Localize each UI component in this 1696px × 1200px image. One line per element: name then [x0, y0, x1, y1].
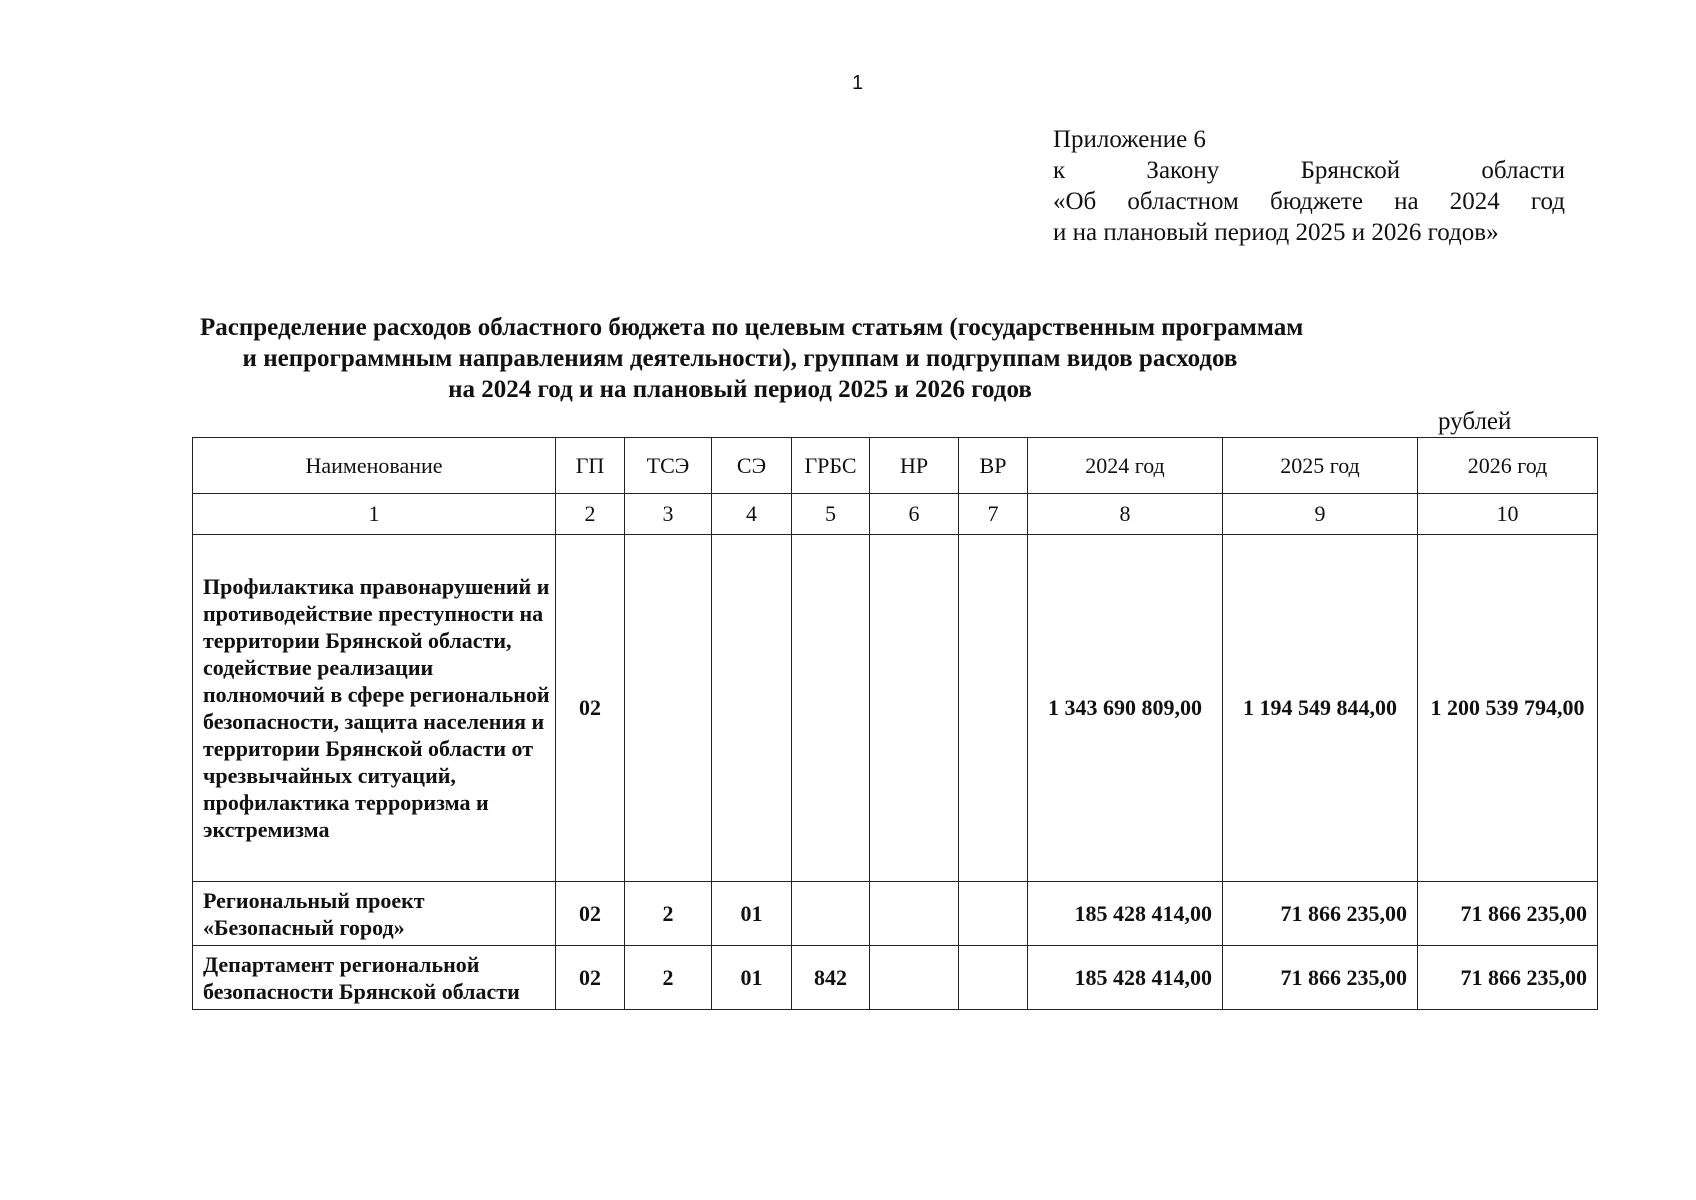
- header-row: [193, 438, 1598, 494]
- row-amount-2024: 185 428 414,00: [1028, 882, 1223, 946]
- row-se: [712, 535, 792, 882]
- header-2025: 2025 год: [1223, 438, 1418, 494]
- page-number: 1: [852, 72, 864, 94]
- row-name: Региональный проект «Безопасный город»: [193, 882, 556, 946]
- row-amount-2024: 1 343 690 809,00: [1028, 535, 1223, 882]
- row-grbs: [792, 535, 870, 882]
- row-se: 01: [712, 882, 792, 946]
- expenditure-table: [192, 437, 1598, 1010]
- header-name: Наименование: [193, 438, 556, 494]
- row-amount-2026: 71 866 235,00: [1418, 946, 1598, 1010]
- column-number: 8: [1028, 494, 1223, 535]
- title-line-2: и непрограммным направлениям деятельности), группам и подгруппам видов расходов: [242, 345, 1238, 372]
- column-number: 3: [625, 494, 712, 535]
- header-tse: ТСЭ: [625, 438, 712, 494]
- header-gp: ГП: [556, 438, 625, 494]
- column-number: 2: [556, 494, 625, 535]
- row-gp: 02: [556, 882, 625, 946]
- row-vr: [959, 882, 1028, 946]
- table-row: [193, 946, 1598, 1010]
- row-amount-2025: 1 194 549 844,00: [1223, 535, 1418, 882]
- row-gp: 02: [556, 946, 625, 1010]
- row-amount-2026: 1 200 539 794,00: [1418, 535, 1598, 882]
- table-row: [193, 535, 1598, 882]
- appendix-line-2: к Закону Брянской области: [1053, 157, 1565, 184]
- row-amount-2026: 71 866 235,00: [1418, 882, 1598, 946]
- header-grbs: ГРБС: [792, 438, 870, 494]
- row-nr: [870, 946, 959, 1010]
- header-2024: 2024 год: [1028, 438, 1223, 494]
- column-number-row: [193, 494, 1598, 535]
- column-number: 1: [193, 494, 556, 535]
- appendix-line-3: «Об областном бюджете на 2024 год: [1053, 188, 1565, 215]
- row-grbs: 842: [792, 946, 870, 1010]
- row-nr: [870, 882, 959, 946]
- title-line-3: на 2024 год и на плановый период 2025 и 2026 годов: [448, 376, 1032, 403]
- header-nr: НР: [870, 438, 959, 494]
- row-amount-2025: 71 866 235,00: [1223, 882, 1418, 946]
- row-name: Профилактика правонарушений и противодействие преступности на территории Брянской области, содействие реализации полномочий в сфере региональной безопасности, защита населения и территории Брянской области от чрезвычайных ситуаций, профилактика терроризма и экстремизма: [193, 535, 556, 882]
- row-se: 01: [712, 946, 792, 1010]
- column-number: 5: [792, 494, 870, 535]
- row-vr: [959, 946, 1028, 1010]
- appendix-header: [1053, 124, 1565, 248]
- appendix-line-1: Приложение 6: [1053, 126, 1206, 153]
- row-amount-2025: 71 866 235,00: [1223, 946, 1418, 1010]
- appendix-line-4: и на плановый период 2025 и 2026 годов»: [1053, 219, 1499, 246]
- row-tse: 2: [625, 946, 712, 1010]
- column-number: 6: [870, 494, 959, 535]
- column-number: 7: [959, 494, 1028, 535]
- row-nr: [870, 535, 959, 882]
- table-row: [193, 882, 1598, 946]
- row-tse: 2: [625, 882, 712, 946]
- header-vr: ВР: [959, 438, 1028, 494]
- column-number: 10: [1418, 494, 1598, 535]
- title-line-1: Распределение расходов областного бюджета по целевым статьям (государственным программам: [200, 314, 1304, 341]
- row-tse: [625, 535, 712, 882]
- row-amount-2024: 185 428 414,00: [1028, 946, 1223, 1010]
- row-vr: [959, 535, 1028, 882]
- column-number: 4: [712, 494, 792, 535]
- column-number: 9: [1223, 494, 1418, 535]
- row-gp: 02: [556, 535, 625, 882]
- units-label: рублей: [1438, 408, 1512, 435]
- document-title: [200, 312, 1304, 405]
- header-2026: 2026 год: [1418, 438, 1598, 494]
- row-grbs: [792, 882, 870, 946]
- header-se: СЭ: [712, 438, 792, 494]
- row-name: Департамент региональной безопасности Брянской области: [193, 946, 556, 1010]
